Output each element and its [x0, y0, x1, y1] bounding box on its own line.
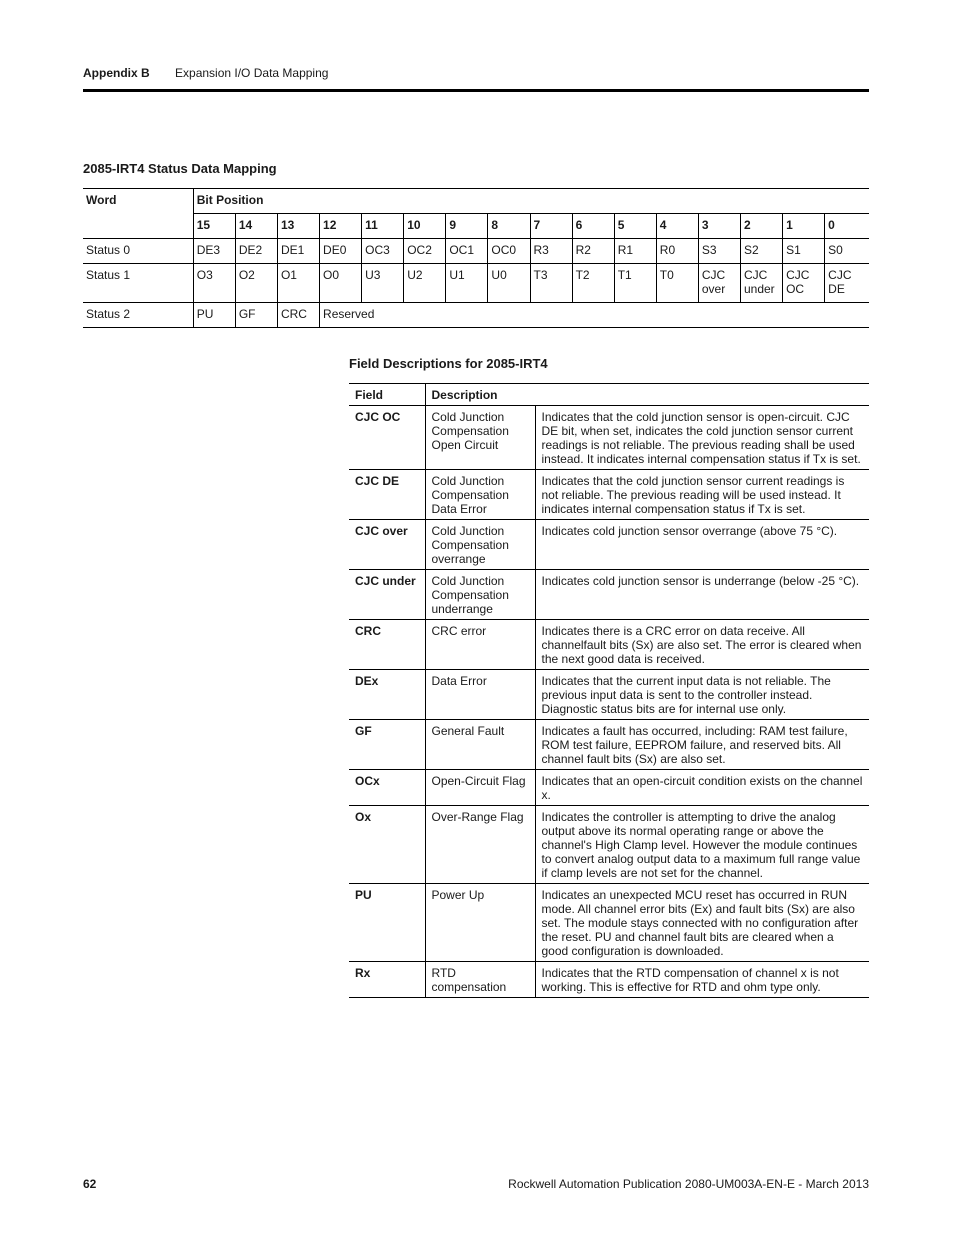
bit-cell: OC2 [404, 239, 446, 264]
bit-number-cell: 3 [698, 214, 740, 239]
bit-number-cell: 13 [277, 214, 319, 239]
page-number: 62 [83, 1177, 97, 1191]
bit-cell: U3 [362, 264, 404, 303]
status-table-title: 2085-IRT4 Status Data Mapping [83, 161, 277, 176]
bit-cell: CJC over [698, 264, 740, 303]
bit-cell: OC0 [488, 239, 530, 264]
header-rule [83, 89, 869, 92]
field-cell: CJC OC [349, 406, 425, 470]
bit-cell: CJC OC [783, 264, 825, 303]
bit-cell: GF [235, 303, 277, 328]
field-name-cell: Cold Junction Compensation overrange [425, 520, 535, 570]
field-name-cell: Power Up [425, 884, 535, 962]
bit-cell: DE2 [235, 239, 277, 264]
description-cell: Indicates the controller is attempting to drive the analog output above its normal operating range or above the channel's High Clamp level. However the module continues to convert analog output data to a maximum full range value if clamp levels are not set for the channel. [535, 806, 869, 884]
bit-number-cell: 10 [404, 214, 446, 239]
bit-cell: O0 [320, 264, 362, 303]
bit-cell: R1 [614, 239, 656, 264]
publication-info: Rockwell Automation Publication 2080-UM003A-EN-E - March 2013 [508, 1177, 869, 1191]
bit-cell: T3 [530, 264, 572, 303]
reserved-cell: Reserved [320, 303, 869, 328]
word-header: Word [83, 189, 193, 239]
bit-cell: S3 [698, 239, 740, 264]
table-row [349, 570, 869, 620]
table-row [83, 239, 869, 264]
bit-cell: R2 [572, 239, 614, 264]
field-name-cell: Open-Circuit Flag [425, 770, 535, 806]
field-name-cell: Over-Range Flag [425, 806, 535, 884]
table-row [349, 884, 869, 962]
bit-cell: R3 [530, 239, 572, 264]
field-descriptions-table [349, 383, 869, 998]
bit-cell: T0 [656, 264, 698, 303]
bit-number-row [83, 214, 869, 239]
bit-cell: S1 [783, 239, 825, 264]
field-cell: Ox [349, 806, 425, 884]
table-row [83, 264, 869, 303]
bit-number-cell: 1 [783, 214, 825, 239]
bit-cell: O1 [277, 264, 319, 303]
table-row [83, 303, 869, 328]
word-cell: Status 2 [83, 303, 193, 328]
table-row [349, 670, 869, 720]
bit-number-cell: 9 [446, 214, 488, 239]
field-name-cell: RTD compensation [425, 962, 535, 998]
table-row [349, 620, 869, 670]
field-cell: CJC under [349, 570, 425, 620]
description-cell: Indicates that an open-circuit condition exists on the channel x. [535, 770, 869, 806]
field-name-cell: Data Error [425, 670, 535, 720]
bit-cell: DE1 [277, 239, 319, 264]
bit-cell: DE3 [193, 239, 235, 264]
field-cell: Rx [349, 962, 425, 998]
bit-cell: U2 [404, 264, 446, 303]
bit-position-header: Bit Position [193, 189, 869, 214]
table-row [349, 770, 869, 806]
bit-cell: T1 [614, 264, 656, 303]
bit-number-cell: 12 [320, 214, 362, 239]
field-cell: DEx [349, 670, 425, 720]
bit-cell: OC1 [446, 239, 488, 264]
bit-cell: T2 [572, 264, 614, 303]
bit-cell: DE0 [320, 239, 362, 264]
field-table-title: Field Descriptions for 2085-IRT4 [349, 356, 548, 371]
bit-number-cell: 0 [825, 214, 869, 239]
field-header: Field [349, 384, 425, 406]
description-cell: Indicates an unexpected MCU reset has occurred in RUN mode. All channel error bits (Ex) and fault bits (Sx) are also set. The module stays connected with no configuration after the reset. PU and channel fault bits are cleared when a good configuration is downloaded. [535, 884, 869, 962]
bit-cell: CJC under [740, 264, 782, 303]
status-data-mapping-table [83, 188, 869, 328]
field-cell: CJC over [349, 520, 425, 570]
word-cell: Status 0 [83, 239, 193, 264]
field-cell: OCx [349, 770, 425, 806]
description-cell: Indicates cold junction sensor is underrange (below -25 °C). [535, 570, 869, 620]
description-cell: Indicates that the RTD compensation of channel x is not working. This is effective for RTD and ohm type only. [535, 962, 869, 998]
bit-cell: S0 [825, 239, 869, 264]
description-cell: Indicates cold junction sensor overrange (above 75 °C). [535, 520, 869, 570]
field-name-cell: General Fault [425, 720, 535, 770]
description-header: Description [425, 384, 869, 406]
bit-number-cell: 4 [656, 214, 698, 239]
description-cell: Indicates that the current input data is not reliable. The previous input data is sent to the controller instead. Diagnostic status bits are for internal use only. [535, 670, 869, 720]
section-label: Expansion I/O Data Mapping [175, 66, 329, 80]
field-name-cell: Cold Junction Compensation Data Error [425, 470, 535, 520]
bit-number-cell: 5 [614, 214, 656, 239]
bit-cell: U0 [488, 264, 530, 303]
bit-number-cell: 11 [362, 214, 404, 239]
bit-cell: CRC [277, 303, 319, 328]
running-header [83, 66, 328, 80]
bit-cell: S2 [740, 239, 782, 264]
bit-number-cell: 8 [488, 214, 530, 239]
appendix-label: Appendix B [83, 66, 150, 80]
field-name-cell: Cold Junction Compensation Open Circuit [425, 406, 535, 470]
description-cell: Indicates that the cold junction sensor is open-circuit. CJC DE bit, when set, indicates the cold junction sensor current readings is not reliable. The previous reading shall be used instead. It indicates internal compensation status if Tx is set. [535, 406, 869, 470]
description-cell: Indicates that the cold junction sensor current readings is not reliable. The previous reading will be used instead. It indicates internal compensation status if Tx is set. [535, 470, 869, 520]
table-row [349, 406, 869, 470]
bit-cell: O2 [235, 264, 277, 303]
bit-cell: CJC DE [825, 264, 869, 303]
table-row [349, 806, 869, 884]
table-row [349, 720, 869, 770]
bit-number-cell: 2 [740, 214, 782, 239]
bit-cell: R0 [656, 239, 698, 264]
word-cell: Status 1 [83, 264, 193, 303]
table-row [349, 470, 869, 520]
bit-number-cell: 15 [193, 214, 235, 239]
bit-cell: PU [193, 303, 235, 328]
description-cell: Indicates there is a CRC error on data receive. All channelfault bits (Sx) are also set. The error is cleared when the next good data is received. [535, 620, 869, 670]
table-row [349, 962, 869, 998]
field-cell: GF [349, 720, 425, 770]
bit-cell: O3 [193, 264, 235, 303]
field-cell: PU [349, 884, 425, 962]
bit-number-cell: 7 [530, 214, 572, 239]
field-name-cell: CRC error [425, 620, 535, 670]
description-cell: Indicates a fault has occurred, including: RAM test failure, ROM test failure, EEPROM failure, and reserved bits. All channel fault bits (Sx) are also set. [535, 720, 869, 770]
bit-number-cell: 6 [572, 214, 614, 239]
bit-cell: U1 [446, 264, 488, 303]
bit-cell: OC3 [362, 239, 404, 264]
table-row [349, 520, 869, 570]
field-name-cell: Cold Junction Compensation underrange [425, 570, 535, 620]
field-cell: CRC [349, 620, 425, 670]
bit-number-cell: 14 [235, 214, 277, 239]
field-rows [349, 406, 869, 998]
field-cell: CJC DE [349, 470, 425, 520]
